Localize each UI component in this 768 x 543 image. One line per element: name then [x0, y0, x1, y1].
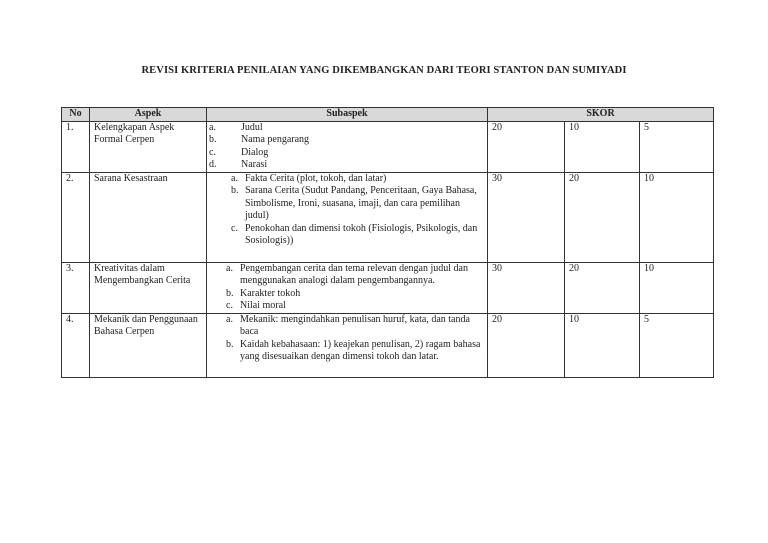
subaspek-item [211, 300, 483, 313]
item-marker: a. [231, 172, 238, 184]
score-cell: 10 [640, 262, 714, 313]
row-number: 4. [62, 313, 90, 377]
table-row [62, 172, 714, 262]
item-text: Narasi [241, 159, 268, 170]
subaspek-item [211, 185, 483, 223]
score-cell: 20 [565, 172, 640, 262]
table-row [62, 262, 714, 313]
item-marker: c. [226, 300, 233, 311]
aspek-cell: Kelengkapan Aspek Formal Cerpen [90, 121, 207, 172]
subaspek-item [211, 263, 483, 288]
subaspek-item [211, 223, 483, 248]
aspek-cell: Sarana Kesastraan [90, 172, 207, 262]
table-row [62, 313, 714, 377]
item-text: Dialog [241, 146, 269, 158]
item-text: Pengembangan cerita dan tema relevan dengan judul dan menggunakan analogi dalam pengembangannya. [240, 262, 468, 286]
score-cell: 30 [488, 262, 565, 313]
item-text: Nama pengarang [241, 134, 310, 145]
item-text: Mekanik: mengindahkan penulisan huruf, kata, dan tanda baca [240, 313, 470, 337]
item-marker: b. [231, 185, 239, 196]
item-marker: d. [209, 159, 217, 170]
score-cell: 20 [488, 121, 565, 172]
subaspek-item [209, 122, 483, 135]
item-text: Karakter tokoh [240, 287, 301, 299]
row-number: 3. [62, 262, 90, 313]
subaspek-item [211, 339, 483, 364]
item-text: Judul [241, 121, 263, 133]
subaspek-cell [207, 262, 488, 313]
score-cell: 20 [488, 313, 565, 377]
subaspek-cell [207, 172, 488, 262]
subaspek-item [209, 134, 483, 147]
item-text: Kaidah kebahasaan: 1) keajekan penulisan, 2) ragam bahasa yang disesuaikan dengan dimensi tokoh dan latar. [240, 338, 481, 362]
item-marker: b. [209, 134, 217, 145]
item-marker: a. [209, 121, 216, 133]
document-title: REVISI KRITERIA PENILAIAN YANG DIKEMBANGKAN DARI TEORI STANTON DAN SUMIYADI [141, 65, 627, 76]
aspek-cell: Kreativitas dalam Mengembangkan Cerita [90, 262, 207, 313]
score-cell: 5 [640, 313, 714, 377]
item-marker: c. [209, 146, 216, 158]
table-row [62, 121, 714, 172]
item-marker: a. [226, 313, 233, 325]
item-marker: b. [226, 287, 234, 299]
subaspek-item [211, 173, 483, 186]
item-text: Fakta Cerita (plot, tokoh, dan latar) [245, 172, 387, 184]
subaspek-item [211, 288, 483, 301]
header-subaspek: Subaspek [207, 108, 488, 122]
item-marker: c. [231, 222, 238, 234]
item-marker: a. [226, 262, 233, 274]
item-marker: b. [226, 338, 234, 350]
score-cell: 10 [640, 172, 714, 262]
header-no: No [62, 108, 90, 122]
subaspek-cell [207, 121, 488, 172]
item-text: Nilai moral [240, 300, 286, 311]
score-cell: 30 [488, 172, 565, 262]
score-cell: 10 [565, 121, 640, 172]
score-cell: 20 [565, 262, 640, 313]
subaspek-item [209, 159, 483, 172]
table-header-row [62, 108, 714, 122]
header-skor: SKOR [488, 108, 714, 122]
subaspek-cell [207, 313, 488, 377]
item-text: Sarana Cerita (Sudut Pandang, Penceritaan, Gaya Bahasa, Simbolisme, Ironi, suasana, imaji, dan cara pemilihan judul) [245, 185, 477, 221]
aspek-cell: Mekanik dan Penggunaan Bahasa Cerpen [90, 313, 207, 377]
score-cell: 10 [565, 313, 640, 377]
score-cell: 5 [640, 121, 714, 172]
subaspek-item [209, 147, 483, 160]
item-text: Penokohan dan dimensi tokoh (Fisiologis, Psikologis, dan Sosiologis)) [245, 222, 478, 246]
row-number: 2. [62, 172, 90, 262]
header-aspek: Aspek [90, 108, 207, 122]
subaspek-item [211, 314, 483, 339]
criteria-table [61, 107, 714, 378]
row-number: 1. [62, 121, 90, 172]
